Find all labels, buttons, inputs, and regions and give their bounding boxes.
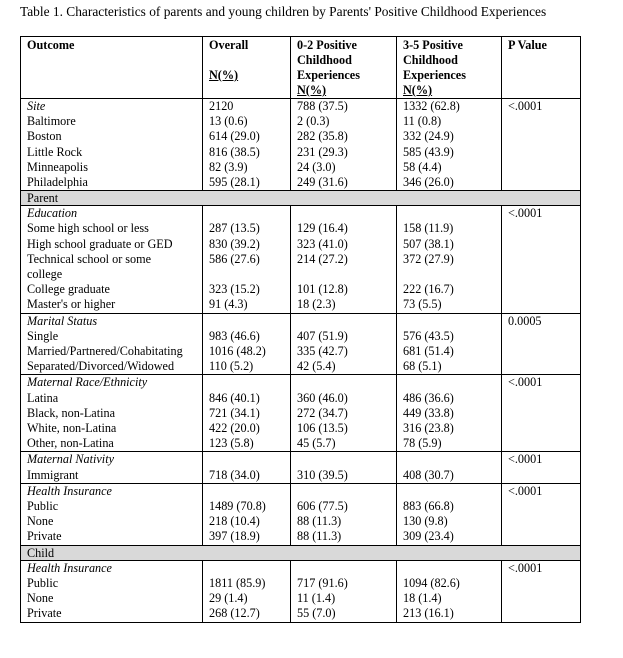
- high-cell: [397, 483, 502, 545]
- high-cell: [397, 375, 502, 452]
- group-title: Education: [27, 206, 78, 221]
- outcome-cell: [21, 483, 203, 545]
- p-value: <.0001: [508, 375, 543, 390]
- high-value: 1094 (82.6): [403, 575, 460, 590]
- p-value: <.0001: [508, 452, 543, 467]
- overall-value: 218 (10.4): [209, 514, 260, 529]
- high-value: [403, 267, 501, 282]
- low-cell: [291, 313, 397, 375]
- low-value: 106 (13.5): [297, 421, 348, 436]
- low-value: 310 (39.5): [297, 467, 348, 482]
- group-title: Health Insurance: [27, 483, 112, 498]
- spacer: [209, 314, 290, 329]
- low-value: 11 (1.4): [297, 591, 336, 606]
- high-value: 73 (5.5): [403, 297, 442, 312]
- low-value: 231 (29.3): [297, 144, 348, 159]
- p-value: <.0001: [508, 483, 543, 498]
- overall-cell: [203, 483, 291, 545]
- overall-value: 29 (1.4): [209, 591, 248, 606]
- group-title: Maternal Race/Ethnicity: [27, 375, 148, 390]
- overall-value: 123 (5.8): [209, 436, 254, 451]
- row-label: None: [27, 514, 54, 529]
- overall-value: 1489 (70.8): [209, 499, 266, 514]
- high-value: 486 (36.6): [403, 390, 454, 405]
- table-row: [21, 375, 581, 452]
- table-row: [21, 483, 581, 545]
- row-label: Separated/Divorced/Widowed: [27, 359, 175, 374]
- high-value: 408 (30.7): [403, 467, 454, 482]
- outcome-cell: [21, 313, 203, 375]
- low-value: 282 (35.8): [297, 129, 348, 144]
- high-value: 68 (5.1): [403, 359, 442, 374]
- high-cell: [397, 313, 502, 375]
- overall-value: 614 (29.0): [209, 129, 260, 144]
- high-value: 576 (43.5): [403, 328, 454, 343]
- row-label: Private: [27, 529, 62, 544]
- low-value: 323 (41.0): [297, 236, 348, 251]
- low-value: 88 (11.3): [297, 514, 342, 529]
- group-title: Marital Status: [27, 313, 98, 328]
- spacer: [209, 375, 290, 390]
- overall-value: 983 (46.6): [209, 328, 260, 343]
- high-cell: [397, 452, 502, 483]
- high-value: 681 (51.4): [403, 344, 454, 359]
- row-label: Public: [27, 499, 59, 514]
- row-label: Master's or higher: [27, 297, 116, 312]
- group-child: [21, 560, 581, 622]
- overall-cell: [203, 206, 291, 313]
- low-value: 717 (91.6): [297, 575, 348, 590]
- low-value: 272 (34.7): [297, 405, 348, 420]
- header-outcome: Outcome: [21, 37, 203, 99]
- row-label: Minneapolis: [27, 159, 88, 174]
- high-value: 346 (26.0): [403, 175, 454, 190]
- section-parent: Parent: [21, 191, 581, 206]
- high-value: 58 (4.4): [403, 159, 442, 174]
- low-value: 55 (7.0): [297, 606, 336, 621]
- row-label: Private: [27, 606, 62, 621]
- overall-cell: [203, 560, 291, 622]
- overall-value: 595 (28.1): [209, 175, 260, 190]
- spacer: [297, 561, 396, 576]
- row-label: White, non-Latina: [27, 421, 117, 436]
- outcome-cell: [21, 99, 203, 191]
- p-value-cell: [502, 375, 581, 452]
- overall-value: 721 (34.1): [209, 405, 260, 420]
- high-value: 507 (38.1): [403, 236, 454, 251]
- spacer: [209, 484, 290, 499]
- overall-value: 13 (0.6): [209, 114, 248, 129]
- overall-value: 422 (20.0): [209, 421, 260, 436]
- row-label: None: [27, 591, 54, 606]
- spacer: [403, 561, 501, 576]
- high-value: 130 (9.8): [403, 514, 448, 529]
- table-caption: Table 1. Characteristics of parents and young children by Parents' Positive Childhood Experiences: [20, 4, 547, 19]
- spacer: [403, 375, 501, 390]
- high-value: 585 (43.9): [403, 144, 454, 159]
- overall-cell: [203, 313, 291, 375]
- low-value: 360 (46.0): [297, 390, 348, 405]
- spacer: [403, 314, 501, 329]
- high-value: 883 (66.8): [403, 499, 454, 514]
- low-value: 88 (11.3): [297, 529, 342, 544]
- outcome-cell: [21, 375, 203, 452]
- low-value: 249 (31.6): [297, 175, 348, 190]
- overall-value: 1811 (85.9): [209, 575, 266, 590]
- row-label: Other, non-Latina: [27, 436, 114, 451]
- spacer: [209, 561, 290, 576]
- low-value: 42 (5.4): [297, 359, 336, 374]
- low-value: 606 (77.5): [297, 499, 348, 514]
- overall-value: 2120: [209, 99, 234, 113]
- overall-value: 1016 (48.2): [209, 344, 266, 359]
- spacer: [297, 314, 396, 329]
- high-value: 11 (0.8): [403, 114, 442, 129]
- overall-value: 82 (3.9): [209, 159, 248, 174]
- low-cell: [291, 560, 397, 622]
- row-label: Little Rock: [27, 144, 83, 159]
- low-value: 335 (42.7): [297, 344, 348, 359]
- group-title: Site: [27, 99, 46, 113]
- outcome-cell: [21, 560, 203, 622]
- high-value: 213 (16.1): [403, 606, 454, 621]
- high-value: 18 (1.4): [403, 591, 442, 606]
- p-value-cell: [502, 99, 581, 191]
- outcome-cell: [21, 206, 203, 313]
- header-row: [21, 37, 581, 99]
- header-p-value: P Value: [502, 37, 581, 99]
- table-row: [21, 99, 581, 191]
- high-cell: [397, 99, 502, 191]
- spacer: [403, 206, 501, 221]
- header-low-pce: 0-2 Positive Childhood Experiences N(%): [291, 37, 397, 99]
- table-row: [21, 452, 581, 483]
- high-value: 316 (23.8): [403, 421, 454, 436]
- low-cell: [291, 452, 397, 483]
- spacer: [403, 452, 501, 467]
- p-value-cell: [502, 560, 581, 622]
- row-label: Public: [27, 575, 59, 590]
- low-value: 18 (2.3): [297, 297, 336, 312]
- row-label: College graduate: [27, 282, 110, 297]
- overall-value: 323 (15.2): [209, 282, 260, 297]
- high-cell: [397, 560, 502, 622]
- overall-value: 268 (12.7): [209, 606, 260, 621]
- high-value: 372 (27.9): [403, 251, 454, 266]
- high-value: 158 (11.9): [403, 221, 454, 236]
- table-row: [21, 206, 581, 313]
- overall-value: 718 (34.0): [209, 467, 260, 482]
- row-label: Married/Partnered/Cohabitating: [27, 344, 183, 359]
- outcome-cell: [21, 452, 203, 483]
- spacer: [297, 484, 396, 499]
- row-label: college: [27, 267, 63, 282]
- p-value: <.0001: [508, 206, 543, 221]
- high-cell: [397, 206, 502, 313]
- overall-value: 91 (4.3): [209, 297, 248, 312]
- row-label: Philadelphia: [27, 175, 88, 190]
- high-value: 222 (16.7): [403, 282, 454, 297]
- p-value-cell: [502, 483, 581, 545]
- row-label: Immigrant: [27, 467, 79, 482]
- characteristics-table: [20, 36, 581, 623]
- group-title: Maternal Nativity: [27, 452, 114, 467]
- p-value: <.0001: [508, 99, 543, 113]
- spacer: [297, 375, 396, 390]
- row-label: Black, non-Latina: [27, 405, 115, 420]
- low-cell: [291, 483, 397, 545]
- overall-value: 586 (27.6): [209, 251, 260, 266]
- group-title: Health Insurance: [27, 560, 112, 575]
- low-value: 129 (16.4): [297, 221, 348, 236]
- low-value: 407 (51.9): [297, 328, 348, 343]
- high-value: 449 (33.8): [403, 405, 454, 420]
- p-value-cell: [502, 206, 581, 313]
- low-cell: [291, 375, 397, 452]
- p-value-cell: [502, 313, 581, 375]
- overall-cell: [203, 375, 291, 452]
- spacer: [403, 484, 501, 499]
- row-label: Technical school or some: [27, 251, 152, 266]
- group-site: [21, 99, 581, 191]
- low-value: 214 (27.2): [297, 251, 348, 266]
- overall-value: 816 (38.5): [209, 144, 260, 159]
- row-label: Latina: [27, 390, 59, 405]
- low-cell: [291, 99, 397, 191]
- spacer: [209, 206, 290, 221]
- row-label: Single: [27, 328, 59, 343]
- table-row: [21, 313, 581, 375]
- spacer: [209, 452, 290, 467]
- high-value: 332 (24.9): [403, 129, 454, 144]
- table-row: [21, 560, 581, 622]
- p-value: <.0001: [508, 560, 543, 575]
- low-value: 24 (3.0): [297, 159, 336, 174]
- low-value: [297, 267, 396, 282]
- high-value: 78 (5.9): [403, 436, 442, 451]
- overall-value: 397 (18.9): [209, 529, 260, 544]
- row-label: Some high school or less: [27, 221, 149, 236]
- row-label: Boston: [27, 129, 62, 144]
- overall-value: 287 (13.5): [209, 221, 260, 236]
- high-value: 1332 (62.8): [403, 99, 460, 113]
- overall-cell: [203, 452, 291, 483]
- row-label: High school graduate or GED: [27, 236, 173, 251]
- header-high-pce: 3-5 Positive Childhood Experiences N(%): [397, 37, 502, 99]
- overall-cell: [203, 99, 291, 191]
- overall-value: 110 (5.2): [209, 359, 254, 374]
- overall-value: 830 (39.2): [209, 236, 260, 251]
- row-label: Baltimore: [27, 114, 76, 129]
- header-overall: Overall N(%): [203, 37, 291, 99]
- low-value: 2 (0.3): [297, 114, 330, 129]
- high-value: 309 (23.4): [403, 529, 454, 544]
- low-value: 101 (12.8): [297, 282, 348, 297]
- low-value: 788 (37.5): [297, 99, 348, 113]
- low-cell: [291, 206, 397, 313]
- overall-value: [209, 267, 290, 282]
- group-parent: [21, 206, 581, 545]
- overall-value: 846 (40.1): [209, 390, 260, 405]
- p-value-cell: [502, 452, 581, 483]
- section-child: Child: [21, 545, 581, 560]
- p-value: 0.0005: [508, 313, 542, 328]
- spacer: [297, 452, 396, 467]
- spacer: [297, 206, 396, 221]
- low-value: 45 (5.7): [297, 436, 336, 451]
